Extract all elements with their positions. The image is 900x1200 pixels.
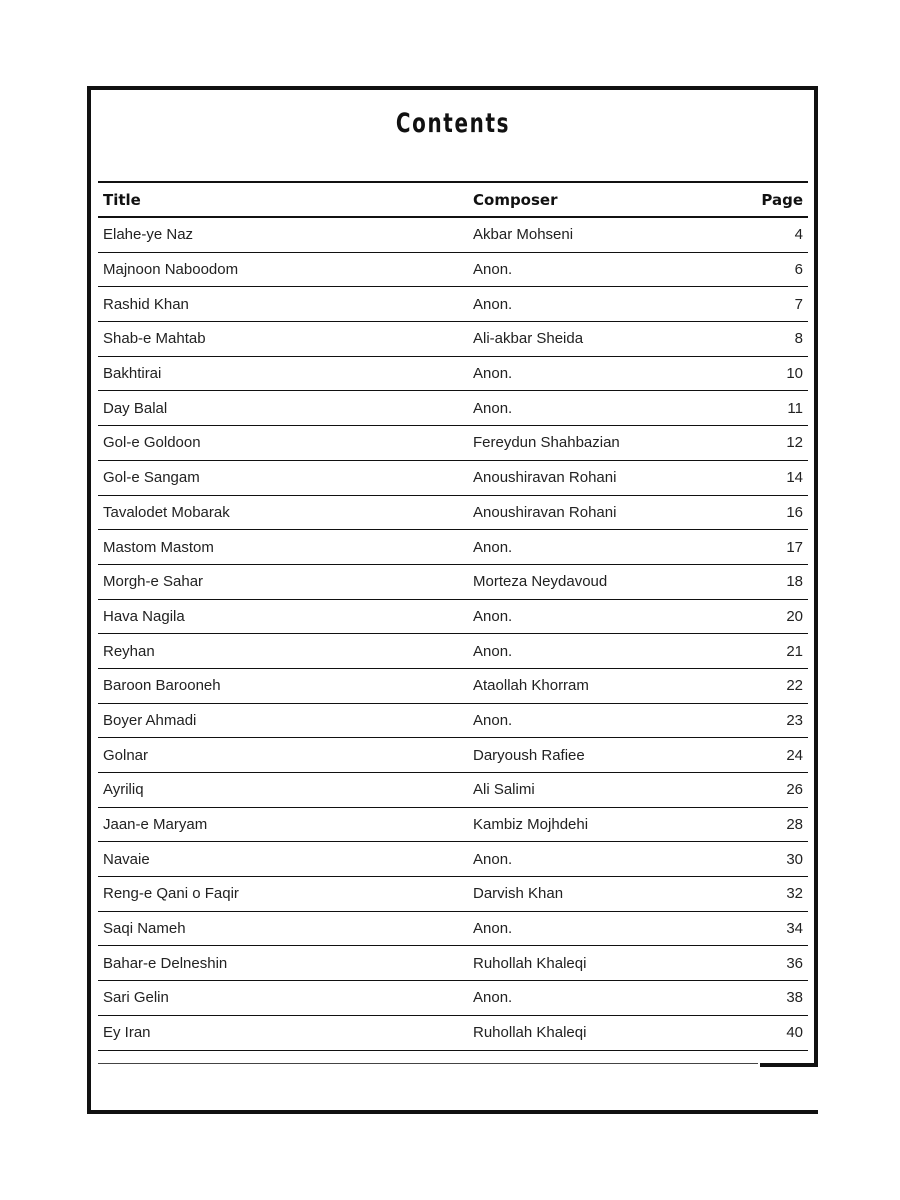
- entry-composer: Anon.: [473, 920, 513, 938]
- entry-composer: Ataollah Khorram: [473, 677, 589, 695]
- table-row: [98, 565, 808, 600]
- entry-composer: Anon.: [473, 989, 513, 1007]
- entry-page: 24: [786, 746, 803, 764]
- entry-composer: Anon.: [473, 850, 513, 868]
- entry-composer: Anon.: [473, 538, 513, 556]
- entry-page: 16: [786, 503, 803, 521]
- entry-page: 17: [786, 538, 803, 556]
- header-composer: Composer: [473, 190, 558, 209]
- table-row: [98, 600, 808, 635]
- entry-composer: Anon.: [473, 399, 513, 417]
- entry-title: Ayriliq: [103, 781, 144, 799]
- table-row: [98, 426, 808, 461]
- table-row: [98, 496, 808, 531]
- frame-left-border: [87, 86, 91, 1114]
- table-row: [98, 773, 808, 808]
- entry-composer: Anon.: [473, 261, 513, 279]
- entry-page: 30: [786, 850, 803, 868]
- entry-title: Boyer Ahmadi: [103, 711, 197, 729]
- table-header: [98, 183, 808, 218]
- entry-page: 28: [786, 816, 803, 834]
- table-row: [98, 842, 808, 877]
- table-row: [98, 981, 808, 1016]
- table-row: [98, 912, 808, 947]
- header-title: Title: [103, 190, 141, 209]
- entry-composer: Fereydun Shahbazian: [473, 434, 620, 452]
- table-row: [98, 287, 808, 322]
- table-row: [98, 877, 808, 912]
- entry-page: 10: [786, 365, 803, 383]
- entry-title: Baroon Barooneh: [103, 677, 221, 695]
- entry-page: 7: [794, 295, 803, 313]
- table-row: [98, 634, 808, 669]
- entry-page: 23: [786, 711, 803, 729]
- entry-title: Reng-e Qani o Faqir: [103, 885, 239, 903]
- table-row: [98, 738, 808, 773]
- entry-composer: Anoushiravan Rohani: [473, 469, 617, 487]
- entry-title: Day Balal: [103, 399, 168, 417]
- frame-bottom-border: [87, 1110, 818, 1114]
- entry-title: Reyhan: [103, 642, 155, 660]
- entry-page: 4: [794, 226, 803, 244]
- entry-composer: Akbar Mohseni: [473, 226, 574, 244]
- entry-page: 40: [786, 1024, 803, 1042]
- entry-title: Shab-e Mahtab: [103, 330, 206, 348]
- entry-composer: Ali Salimi: [473, 781, 535, 799]
- entry-composer: Ruhollah Khaleqi: [473, 1024, 587, 1042]
- entry-page: 18: [786, 573, 803, 591]
- table-row: [98, 253, 808, 288]
- entry-title: Morgh-e Sahar: [103, 573, 204, 591]
- table-row: [98, 1016, 808, 1051]
- entry-page: 38: [786, 989, 803, 1007]
- entry-composer: Ali-akbar Sheida: [473, 330, 584, 348]
- entry-title: Golnar: [103, 746, 149, 764]
- frame-top-border: [87, 86, 818, 90]
- table-row: [98, 322, 808, 357]
- table-row: [98, 946, 808, 981]
- table-row: [98, 704, 808, 739]
- entry-composer: Anon.: [473, 295, 513, 313]
- entry-title: Bahar-e Delneshin: [103, 954, 228, 972]
- entry-composer: Anoushiravan Rohani: [473, 503, 617, 521]
- entry-composer: Anon.: [473, 607, 513, 625]
- entry-title: Bakhtirai: [103, 365, 162, 383]
- entry-composer: Anon.: [473, 711, 513, 729]
- entry-page: 32: [786, 885, 803, 903]
- entry-title: Gol-e Sangam: [103, 469, 200, 487]
- entry-page: 11: [787, 399, 803, 417]
- entry-page: 26: [786, 781, 803, 799]
- entry-title: Saqi Nameh: [103, 920, 186, 938]
- table-row: [98, 357, 808, 392]
- contents-table: [98, 181, 808, 1051]
- page-title: Contents: [395, 108, 511, 139]
- entry-title: Ey Iran: [103, 1024, 151, 1042]
- table-row: [98, 461, 808, 496]
- header-page: Page: [761, 190, 803, 209]
- entry-page: 14: [786, 469, 803, 487]
- entry-title: Majnoon Naboodom: [103, 261, 239, 279]
- entry-composer: Anon.: [473, 642, 513, 660]
- entry-page: 34: [786, 920, 803, 938]
- entry-title: Sari Gelin: [103, 989, 169, 1007]
- entry-title: Navaie: [103, 850, 150, 868]
- entry-page: 12: [786, 434, 803, 452]
- table-row: [98, 391, 808, 426]
- entry-title: Tavalodet Mobarak: [103, 503, 230, 521]
- entry-title: Gol-e Goldoon: [103, 434, 201, 452]
- frame-corner-notch: [760, 1063, 818, 1067]
- entry-title: Rashid Khan: [103, 295, 189, 313]
- table-row: [98, 808, 808, 843]
- entry-composer: Ruhollah Khaleqi: [473, 954, 587, 972]
- entry-composer: Daryoush Rafiee: [473, 746, 585, 764]
- table-body: [98, 218, 808, 1051]
- table-row: [98, 530, 808, 565]
- table-row: [98, 669, 808, 704]
- entry-page: 20: [786, 607, 803, 625]
- entry-composer: Kambiz Mojhdehi: [473, 816, 589, 834]
- table-row: [98, 218, 808, 253]
- entry-title: Jaan-e Maryam: [103, 816, 208, 834]
- entry-composer: Darvish Khan: [473, 885, 564, 903]
- entry-title: Hava Nagila: [103, 607, 185, 625]
- entry-title: Mastom Mastom: [103, 538, 214, 556]
- entry-page: 6: [794, 261, 803, 279]
- entry-page: 36: [786, 954, 803, 972]
- entry-title: Elahe-ye Naz: [103, 226, 194, 244]
- entry-page: 21: [786, 642, 803, 660]
- frame-right-border: [814, 86, 818, 1067]
- entry-composer: Morteza Neydavoud: [473, 573, 608, 591]
- entry-page: 22: [786, 677, 803, 695]
- entry-page: 8: [794, 330, 803, 348]
- entry-composer: Anon.: [473, 365, 513, 383]
- table-end-rule: [98, 1063, 758, 1064]
